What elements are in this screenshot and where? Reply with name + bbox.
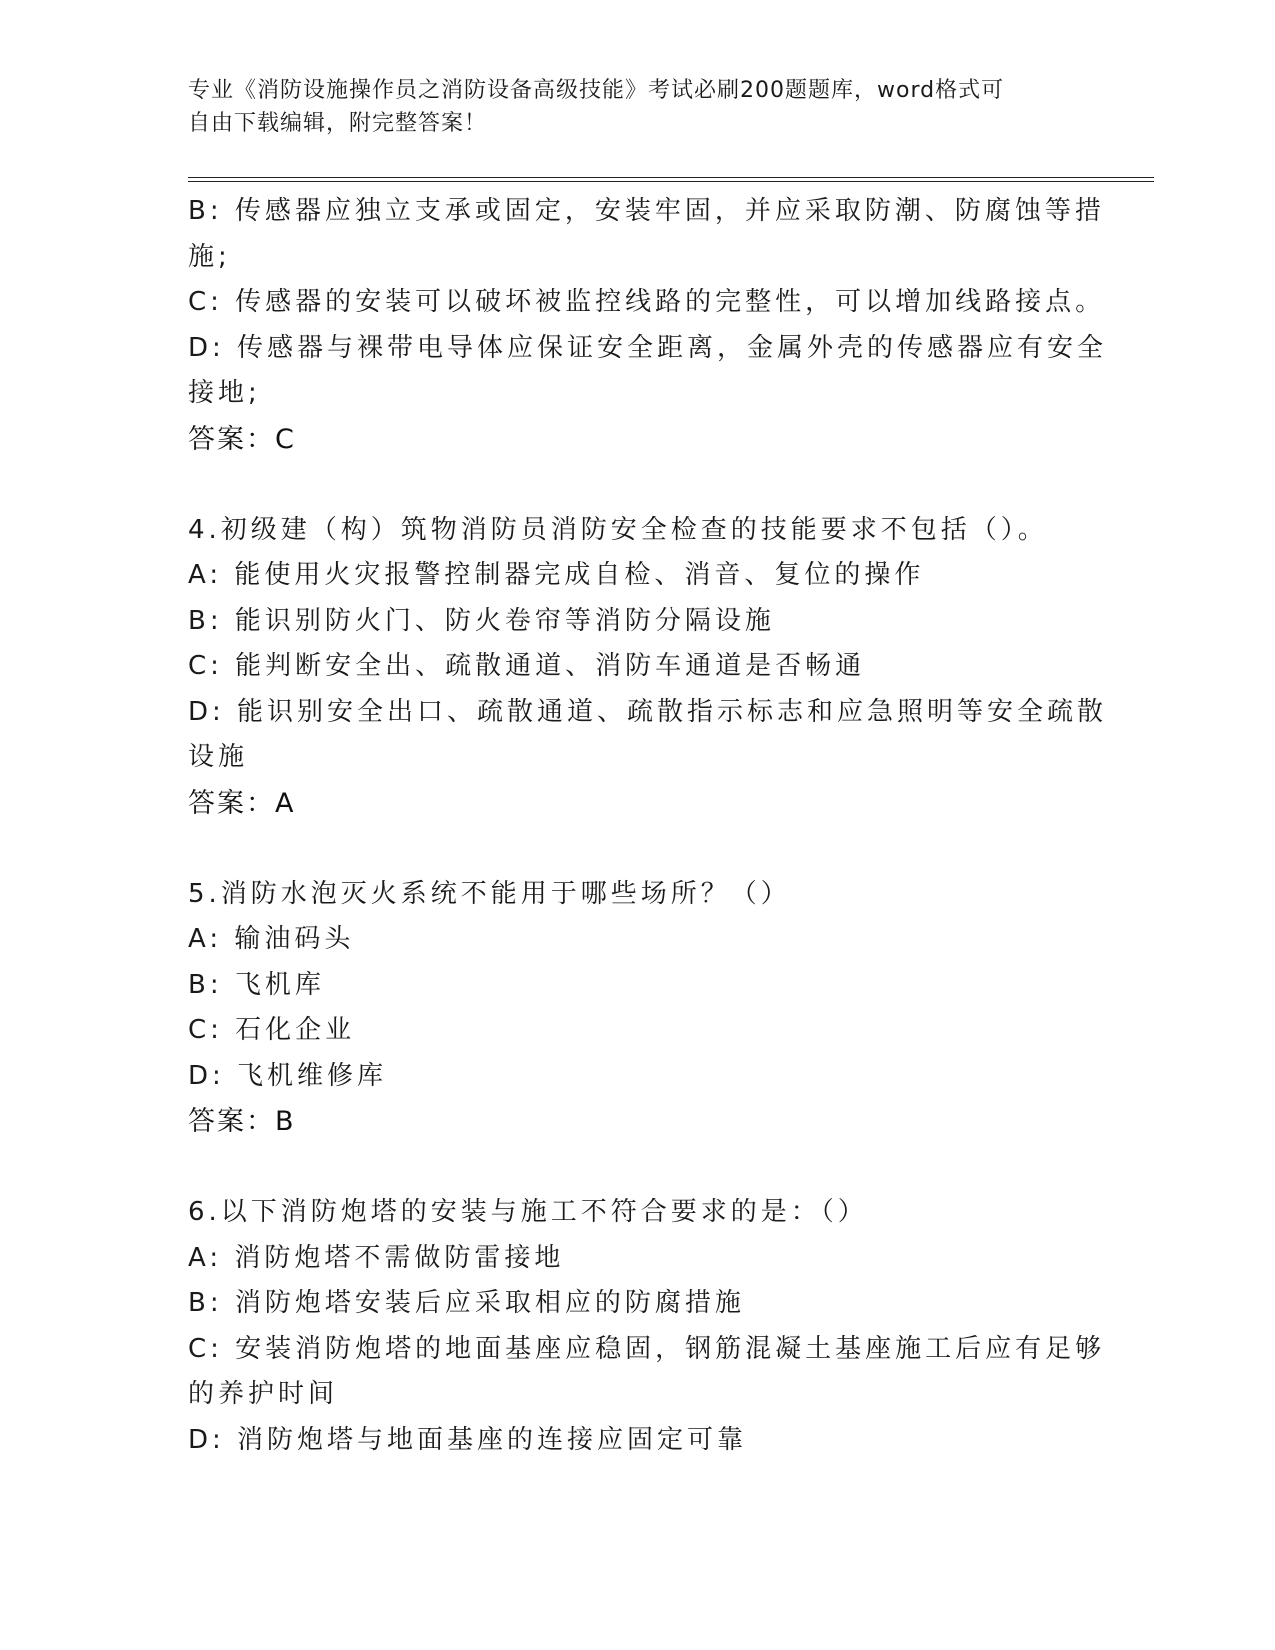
option-d: D: 飞机维修库 [188,1060,388,1091]
option-a: A: 输油码头 [188,924,355,954]
question-text: 5.消防水泡灭火系统不能用于哪些场所？（） [188,878,791,909]
option-b: B: 能识别防火门、防火卷帘等消防分隔设施 [188,605,775,636]
option-c-cont: 的养护时间 [188,1379,339,1409]
option-b-cont: 施; [188,241,231,272]
option-d: D: 传感器与裸带电导体应保证安全距离，金属外壳的传感器应有安全 [188,332,1108,363]
answer: 答案：C [188,423,296,455]
option-a: A: 能使用火灾报警控制器完成自检、消音、复位的操作 [188,560,925,590]
option-d-cont: 接地; [188,378,261,408]
question-4 [188,508,1108,827]
option-c: C: 能判断安全出、疏散通道、消防车通道是否畅通 [188,651,866,681]
question-text: 6.以下消防炮塔的安装与施工不符合要求的是：（） [188,1197,868,1227]
option-d-cont: 设施 [188,742,249,772]
page-header [188,74,1068,140]
spacer [188,462,1088,508]
header-line-2: 自由下载编辑，附完整答案！ [188,111,488,136]
header-divider [188,177,1154,182]
option-d: D: 消防炮塔与地面基座的连接应固定可靠 [188,1424,748,1455]
option-c: C: 传感器的安装可以破坏被监控线路的完整性，可以增加线路接点。 [188,287,1106,317]
option-b: B: 消防炮塔安装后应采取相应的防腐措施 [188,1288,745,1318]
option-b: B: 飞机库 [188,969,325,1000]
option-d: D: 能识别安全出口、疏散通道、疏散指示标志和应急照明等安全疏散 [188,696,1108,727]
question-3 [188,189,1108,462]
header-line-1: 专业《消防设施操作员之消防设备高级技能》考试必刷200题题库，word格式可 [188,78,1005,103]
option-c: C: 安装消防炮塔的地面基座应稳固，钢筋混凝土基座施工后应有足够 [188,1333,1106,1364]
spacer [188,826,1088,872]
question-list [188,189,1108,1463]
question-6 [188,1190,1106,1463]
option-a: A: 消防炮塔不需做防雷接地 [188,1242,565,1273]
option-c: C: 石化企业 [188,1015,356,1045]
answer: 答案：A [188,787,296,819]
question-5 [188,872,1088,1145]
question-text: 4.初级建（构）筑物消防员消防安全检查的技能要求不包括（）。 [188,514,1048,545]
answer: 答案：B [188,1106,296,1137]
spacer [188,1145,1088,1191]
option-b: B: 传感器应独立支承或固定，安装牢固，并应采取防潮、防腐蚀等措 [188,196,1105,226]
